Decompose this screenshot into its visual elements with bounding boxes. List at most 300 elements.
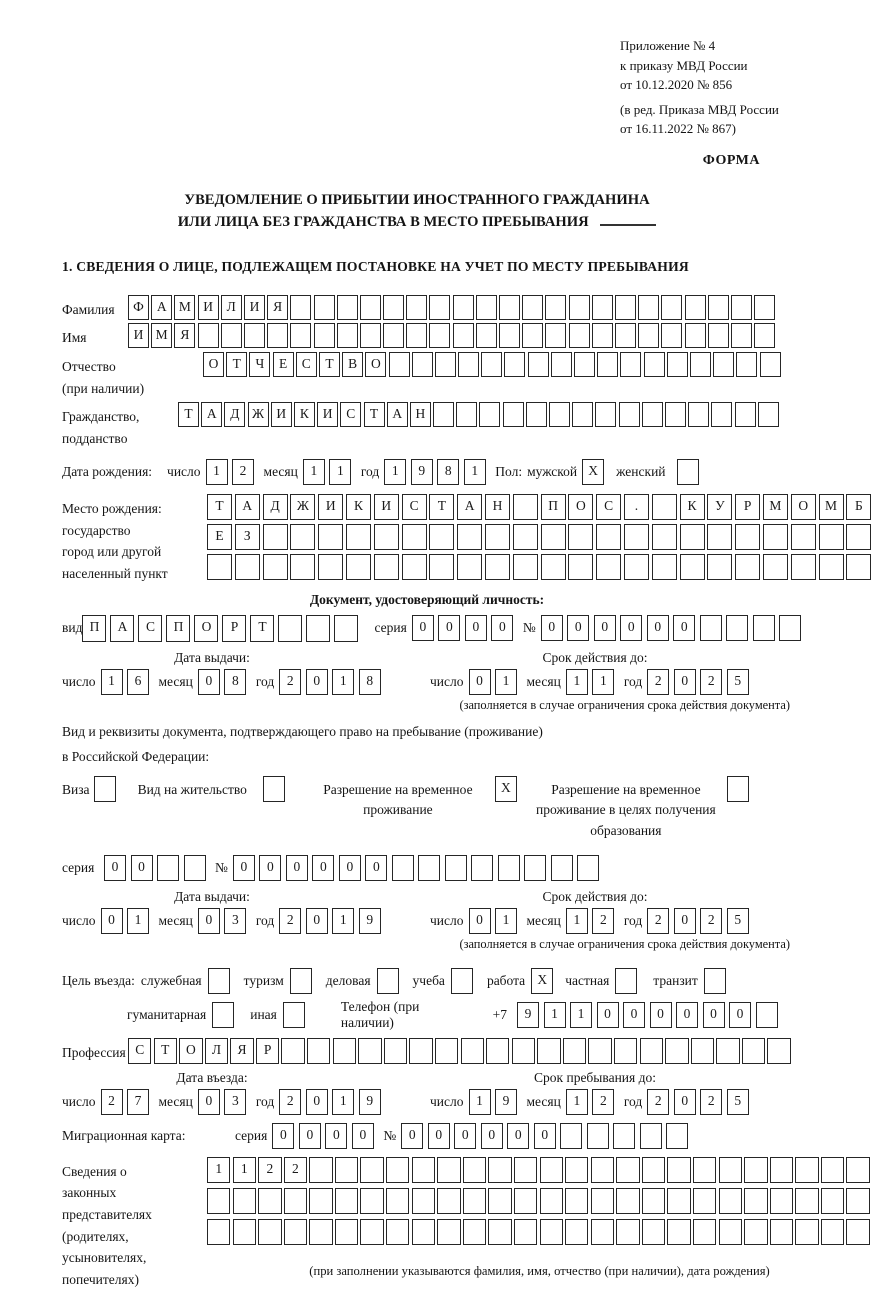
char-cell[interactable]: Т [154, 1038, 177, 1064]
char-cell[interactable]: 0 [299, 1123, 321, 1149]
char-cell[interactable]: Я [174, 323, 195, 348]
char-cell[interactable]: А [387, 402, 408, 427]
char-cell[interactable] [360, 1157, 383, 1183]
char-cell[interactable]: 1 [570, 1002, 592, 1028]
char-cell[interactable] [614, 1038, 637, 1064]
char-cell[interactable] [719, 1188, 742, 1214]
char-cell[interactable] [707, 554, 732, 580]
char-cell[interactable] [688, 402, 709, 427]
char-cell[interactable]: 0 [650, 1002, 672, 1028]
char-cell[interactable] [412, 1219, 435, 1245]
char-cell[interactable] [756, 1002, 778, 1028]
char-cell[interactable] [409, 1038, 432, 1064]
char-cell[interactable]: 3 [224, 1089, 246, 1115]
char-cell[interactable] [267, 323, 288, 348]
char-cell[interactable]: Д [224, 402, 245, 427]
char-cell[interactable] [437, 1157, 460, 1183]
char-cell[interactable]: 0 [233, 855, 255, 881]
char-cell[interactable] [412, 1188, 435, 1214]
char-cell[interactable] [613, 1123, 635, 1149]
char-cell[interactable] [642, 1157, 665, 1183]
char-cell[interactable] [591, 1188, 614, 1214]
char-cell[interactable] [537, 1038, 560, 1064]
char-cell[interactable] [233, 1188, 256, 1214]
char-cell[interactable] [433, 402, 454, 427]
char-cell[interactable] [795, 1219, 818, 1245]
char-cell[interactable] [642, 1188, 665, 1214]
char-cell[interactable] [486, 1038, 509, 1064]
char-cell[interactable] [744, 1188, 767, 1214]
char-cell[interactable] [504, 352, 525, 377]
char-cell[interactable] [333, 1038, 356, 1064]
char-cell[interactable] [318, 554, 343, 580]
char-cell[interactable] [665, 1038, 688, 1064]
char-cell[interactable] [791, 524, 816, 550]
char-cell[interactable] [708, 295, 729, 320]
char-cell[interactable]: В [342, 352, 363, 377]
char-cell[interactable]: 2 [284, 1157, 307, 1183]
char-cell[interactable]: Е [207, 524, 232, 550]
char-cell[interactable] [309, 1219, 332, 1245]
char-cell[interactable]: . [624, 494, 649, 520]
char-cell[interactable] [418, 855, 440, 881]
char-cell[interactable]: О [179, 1038, 202, 1064]
char-cell[interactable] [624, 554, 649, 580]
char-cell[interactable]: М [819, 494, 844, 520]
char-cell[interactable] [437, 1188, 460, 1214]
char-cell[interactable]: П [82, 615, 106, 642]
char-cell[interactable] [258, 1219, 281, 1245]
char-cell[interactable] [713, 352, 734, 377]
char-cell[interactable]: 1 [329, 459, 351, 485]
char-cell[interactable] [667, 352, 688, 377]
char-cell[interactable]: О [194, 615, 218, 642]
char-cell[interactable] [735, 554, 760, 580]
char-cell[interactable] [693, 1188, 716, 1214]
char-cell[interactable] [731, 323, 752, 348]
char-cell[interactable] [846, 554, 871, 580]
char-cell[interactable] [819, 554, 844, 580]
char-cell[interactable] [402, 554, 427, 580]
char-cell[interactable] [677, 459, 699, 485]
char-cell[interactable] [846, 1188, 869, 1214]
char-cell[interactable] [616, 1188, 639, 1214]
char-cell[interactable]: Т [207, 494, 232, 520]
char-cell[interactable] [640, 1038, 663, 1064]
char-cell[interactable] [360, 1188, 383, 1214]
char-cell[interactable] [795, 1157, 818, 1183]
char-cell[interactable]: И [198, 295, 219, 320]
char-cell[interactable]: К [294, 402, 315, 427]
char-cell[interactable] [406, 295, 427, 320]
char-cell[interactable] [429, 323, 450, 348]
char-cell[interactable]: 9 [495, 1089, 517, 1115]
char-cell[interactable] [358, 1038, 381, 1064]
char-cell[interactable] [263, 554, 288, 580]
char-cell[interactable]: 0 [594, 615, 616, 641]
char-cell[interactable] [457, 524, 482, 550]
char-cell[interactable] [435, 352, 456, 377]
char-cell[interactable] [402, 524, 427, 550]
char-cell[interactable] [463, 1157, 486, 1183]
char-cell[interactable]: 8 [224, 669, 246, 695]
char-cell[interactable]: 7 [127, 1089, 149, 1115]
char-cell[interactable]: У [707, 494, 732, 520]
char-cell[interactable]: 1 [233, 1157, 256, 1183]
char-cell[interactable] [667, 1157, 690, 1183]
char-cell[interactable] [314, 323, 335, 348]
char-cell[interactable] [384, 1038, 407, 1064]
char-cell[interactable]: 0 [469, 908, 491, 934]
char-cell[interactable] [386, 1157, 409, 1183]
char-cell[interactable] [514, 1157, 537, 1183]
char-cell[interactable]: Р [222, 615, 246, 642]
char-cell[interactable] [290, 554, 315, 580]
char-cell[interactable] [412, 352, 433, 377]
char-cell[interactable] [693, 1219, 716, 1245]
char-cell[interactable]: 0 [306, 669, 328, 695]
char-cell[interactable]: 0 [674, 1089, 696, 1115]
char-cell[interactable]: 0 [101, 908, 123, 934]
char-cell[interactable] [758, 402, 779, 427]
char-cell[interactable] [754, 323, 775, 348]
char-cell[interactable]: Ф [128, 295, 149, 320]
char-cell[interactable]: 0 [469, 669, 491, 695]
char-cell[interactable]: 0 [306, 1089, 328, 1115]
char-cell[interactable]: 0 [104, 855, 126, 881]
char-cell[interactable] [685, 295, 706, 320]
char-cell[interactable] [549, 402, 570, 427]
char-cell[interactable]: 3 [224, 908, 246, 934]
char-cell[interactable]: Н [485, 494, 510, 520]
char-cell[interactable] [551, 352, 572, 377]
char-cell[interactable] [742, 1038, 765, 1064]
char-cell[interactable] [680, 524, 705, 550]
char-cell[interactable]: А [110, 615, 134, 642]
char-cell[interactable] [680, 554, 705, 580]
char-cell[interactable]: П [166, 615, 190, 642]
char-cell[interactable]: С [138, 615, 162, 642]
char-cell[interactable]: 1 [566, 1089, 588, 1115]
char-cell[interactable] [569, 295, 590, 320]
char-cell[interactable] [795, 1188, 818, 1214]
char-cell[interactable]: 0 [428, 1123, 450, 1149]
char-cell[interactable]: 5 [727, 908, 749, 934]
char-cell[interactable] [513, 524, 538, 550]
char-cell[interactable] [565, 1157, 588, 1183]
char-cell[interactable] [616, 1157, 639, 1183]
char-cell[interactable] [661, 323, 682, 348]
char-cell[interactable]: X [495, 776, 517, 802]
char-cell[interactable] [819, 524, 844, 550]
char-cell[interactable] [306, 615, 330, 642]
char-cell[interactable] [429, 524, 454, 550]
char-cell[interactable]: И [374, 494, 399, 520]
char-cell[interactable] [760, 352, 781, 377]
char-cell[interactable] [429, 295, 450, 320]
char-cell[interactable]: 9 [411, 459, 433, 485]
char-cell[interactable] [638, 323, 659, 348]
char-cell[interactable] [736, 352, 757, 377]
char-cell[interactable] [198, 323, 219, 348]
char-cell[interactable]: С [596, 494, 621, 520]
char-cell[interactable] [770, 1188, 793, 1214]
char-cell[interactable]: 2 [700, 908, 722, 934]
char-cell[interactable] [540, 1188, 563, 1214]
char-cell[interactable] [700, 615, 722, 641]
char-cell[interactable] [314, 295, 335, 320]
char-cell[interactable] [281, 1038, 304, 1064]
char-cell[interactable]: 0 [312, 855, 334, 881]
char-cell[interactable] [346, 554, 371, 580]
char-cell[interactable]: 0 [198, 1089, 220, 1115]
char-cell[interactable] [545, 295, 566, 320]
char-cell[interactable] [719, 1219, 742, 1245]
char-cell[interactable]: 9 [359, 1089, 381, 1115]
char-cell[interactable] [307, 1038, 330, 1064]
char-cell[interactable]: 1 [544, 1002, 566, 1028]
char-cell[interactable] [569, 323, 590, 348]
char-cell[interactable] [522, 323, 543, 348]
char-cell[interactable]: С [296, 352, 317, 377]
char-cell[interactable]: 2 [232, 459, 254, 485]
char-cell[interactable] [451, 968, 473, 994]
char-cell[interactable] [526, 402, 547, 427]
char-cell[interactable]: 0 [412, 615, 434, 641]
char-cell[interactable]: 1 [127, 908, 149, 934]
char-cell[interactable] [207, 554, 232, 580]
char-cell[interactable] [568, 554, 593, 580]
char-cell[interactable]: 0 [352, 1123, 374, 1149]
char-cell[interactable] [779, 615, 801, 641]
char-cell[interactable]: 1 [303, 459, 325, 485]
char-cell[interactable]: Ж [290, 494, 315, 520]
char-cell[interactable]: Л [205, 1038, 228, 1064]
char-cell[interactable] [661, 295, 682, 320]
char-cell[interactable] [514, 1219, 537, 1245]
char-cell[interactable] [263, 776, 285, 802]
char-cell[interactable] [360, 323, 381, 348]
char-cell[interactable] [565, 1219, 588, 1245]
char-cell[interactable]: 1 [464, 459, 486, 485]
char-cell[interactable] [463, 1188, 486, 1214]
char-cell[interactable]: 1 [592, 669, 614, 695]
char-cell[interactable] [624, 524, 649, 550]
char-cell[interactable]: 0 [647, 615, 669, 641]
char-cell[interactable] [620, 352, 641, 377]
char-cell[interactable]: 2 [279, 1089, 301, 1115]
char-cell[interactable] [711, 402, 732, 427]
char-cell[interactable] [481, 352, 502, 377]
char-cell[interactable]: 8 [437, 459, 459, 485]
char-cell[interactable] [667, 1219, 690, 1245]
char-cell[interactable] [587, 1123, 609, 1149]
char-cell[interactable] [435, 1038, 458, 1064]
char-cell[interactable] [568, 524, 593, 550]
char-cell[interactable] [476, 295, 497, 320]
char-cell[interactable] [540, 1219, 563, 1245]
char-cell[interactable] [207, 1188, 230, 1214]
char-cell[interactable] [770, 1157, 793, 1183]
char-cell[interactable] [615, 295, 636, 320]
char-cell[interactable] [485, 524, 510, 550]
char-cell[interactable]: С [402, 494, 427, 520]
char-cell[interactable]: 1 [469, 1089, 491, 1115]
char-cell[interactable] [406, 323, 427, 348]
char-cell[interactable]: А [201, 402, 222, 427]
char-cell[interactable]: 1 [332, 908, 354, 934]
char-cell[interactable] [429, 554, 454, 580]
char-cell[interactable] [726, 615, 748, 641]
char-cell[interactable]: 2 [258, 1157, 281, 1183]
char-cell[interactable] [290, 524, 315, 550]
char-cell[interactable] [453, 323, 474, 348]
char-cell[interactable]: 0 [567, 615, 589, 641]
char-cell[interactable]: 0 [703, 1002, 725, 1028]
char-cell[interactable]: 0 [597, 1002, 619, 1028]
char-cell[interactable] [513, 554, 538, 580]
char-cell[interactable] [263, 524, 288, 550]
char-cell[interactable]: 2 [647, 669, 669, 695]
char-cell[interactable]: 1 [207, 1157, 230, 1183]
char-cell[interactable] [244, 323, 265, 348]
char-cell[interactable] [514, 1188, 537, 1214]
char-cell[interactable] [94, 776, 116, 802]
char-cell[interactable] [638, 295, 659, 320]
char-cell[interactable] [551, 855, 573, 881]
char-cell[interactable] [445, 855, 467, 881]
char-cell[interactable]: 9 [517, 1002, 539, 1028]
char-cell[interactable]: 1 [384, 459, 406, 485]
char-cell[interactable]: 2 [279, 669, 301, 695]
char-cell[interactable]: X [531, 968, 553, 994]
char-cell[interactable]: 0 [306, 908, 328, 934]
char-cell[interactable] [392, 855, 414, 881]
char-cell[interactable]: 1 [495, 908, 517, 934]
char-cell[interactable] [596, 554, 621, 580]
char-cell[interactable] [461, 1038, 484, 1064]
char-cell[interactable] [560, 1123, 582, 1149]
char-cell[interactable] [563, 1038, 586, 1064]
char-cell[interactable] [591, 1157, 614, 1183]
char-cell[interactable]: 0 [507, 1123, 529, 1149]
char-cell[interactable] [374, 524, 399, 550]
char-cell[interactable]: 0 [286, 855, 308, 881]
char-cell[interactable] [335, 1219, 358, 1245]
char-cell[interactable] [453, 295, 474, 320]
char-cell[interactable] [565, 1188, 588, 1214]
char-cell[interactable] [503, 402, 524, 427]
char-cell[interactable] [592, 323, 613, 348]
char-cell[interactable]: 0 [674, 908, 696, 934]
char-cell[interactable]: 2 [700, 1089, 722, 1115]
char-cell[interactable] [212, 1002, 234, 1028]
char-cell[interactable] [791, 554, 816, 580]
char-cell[interactable]: И [244, 295, 265, 320]
char-cell[interactable]: 0 [259, 855, 281, 881]
char-cell[interactable]: М [174, 295, 195, 320]
char-cell[interactable] [383, 295, 404, 320]
char-cell[interactable] [693, 1157, 716, 1183]
char-cell[interactable] [704, 968, 726, 994]
char-cell[interactable] [545, 323, 566, 348]
char-cell[interactable] [541, 524, 566, 550]
char-cell[interactable]: 0 [673, 615, 695, 641]
char-cell[interactable] [522, 295, 543, 320]
char-cell[interactable] [821, 1188, 844, 1214]
char-cell[interactable]: М [763, 494, 788, 520]
char-cell[interactable] [846, 1157, 869, 1183]
char-cell[interactable]: 0 [623, 1002, 645, 1028]
char-cell[interactable] [640, 1123, 662, 1149]
char-cell[interactable] [735, 524, 760, 550]
char-cell[interactable] [377, 968, 399, 994]
char-cell[interactable]: 2 [700, 669, 722, 695]
char-cell[interactable] [528, 352, 549, 377]
char-cell[interactable]: 2 [647, 908, 669, 934]
char-cell[interactable] [574, 352, 595, 377]
char-cell[interactable] [309, 1157, 332, 1183]
char-cell[interactable]: 0 [541, 615, 563, 641]
char-cell[interactable] [412, 1157, 435, 1183]
char-cell[interactable]: 2 [647, 1089, 669, 1115]
char-cell[interactable] [652, 494, 677, 520]
char-cell[interactable]: 0 [465, 615, 487, 641]
char-cell[interactable] [846, 524, 871, 550]
char-cell[interactable] [374, 554, 399, 580]
char-cell[interactable] [642, 402, 663, 427]
char-cell[interactable] [691, 1038, 714, 1064]
char-cell[interactable] [690, 352, 711, 377]
char-cell[interactable]: 0 [272, 1123, 294, 1149]
char-cell[interactable]: А [457, 494, 482, 520]
char-cell[interactable]: 0 [676, 1002, 698, 1028]
char-cell[interactable] [457, 554, 482, 580]
char-cell[interactable]: О [568, 494, 593, 520]
char-cell[interactable] [616, 1219, 639, 1245]
char-cell[interactable] [284, 1188, 307, 1214]
char-cell[interactable]: Т [319, 352, 340, 377]
char-cell[interactable]: 0 [491, 615, 513, 641]
char-cell[interactable]: О [365, 352, 386, 377]
char-cell[interactable] [386, 1188, 409, 1214]
char-cell[interactable]: А [151, 295, 172, 320]
char-cell[interactable] [666, 1123, 688, 1149]
char-cell[interactable]: Е [273, 352, 294, 377]
char-cell[interactable] [290, 968, 312, 994]
char-cell[interactable]: 1 [495, 669, 517, 695]
char-cell[interactable]: 1 [566, 669, 588, 695]
char-cell[interactable]: О [203, 352, 224, 377]
char-cell[interactable] [284, 1219, 307, 1245]
char-cell[interactable]: Я [267, 295, 288, 320]
char-cell[interactable]: 0 [620, 615, 642, 641]
char-cell[interactable] [290, 295, 311, 320]
char-cell[interactable] [157, 855, 179, 881]
char-cell[interactable]: И [318, 494, 343, 520]
char-cell[interactable] [685, 323, 706, 348]
char-cell[interactable] [488, 1188, 511, 1214]
char-cell[interactable] [512, 1038, 535, 1064]
char-cell[interactable]: З [235, 524, 260, 550]
char-cell[interactable] [235, 554, 260, 580]
char-cell[interactable]: И [317, 402, 338, 427]
char-cell[interactable]: 0 [534, 1123, 556, 1149]
char-cell[interactable] [763, 524, 788, 550]
char-cell[interactable]: О [791, 494, 816, 520]
char-cell[interactable] [727, 776, 749, 802]
char-cell[interactable] [488, 1219, 511, 1245]
